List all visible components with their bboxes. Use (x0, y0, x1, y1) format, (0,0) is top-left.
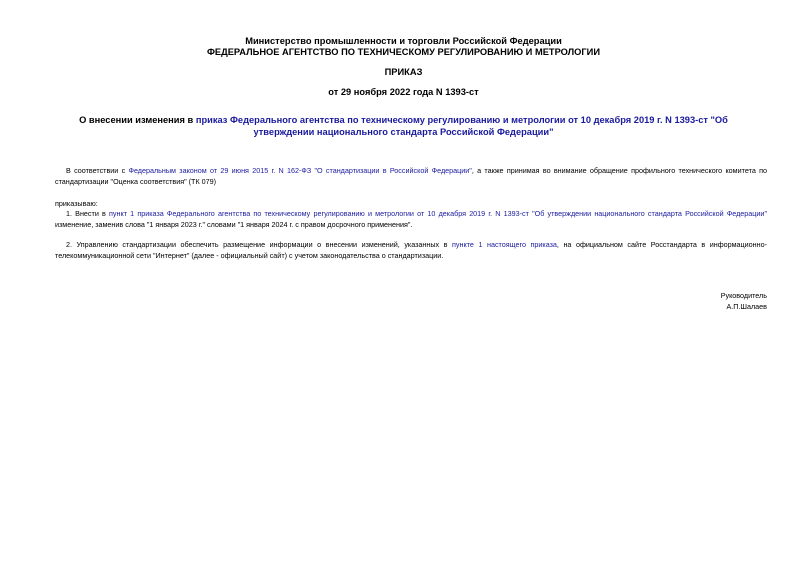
document-type: ПРИКАЗ (384, 67, 423, 77)
agency-name: ФЕДЕРАЛЬНОЕ АГЕНТСТВО ПО ТЕХНИЧЕСКОМУ РЕГУЛИРОВАНИЮ И МЕТРОЛОГИИ (206, 47, 601, 57)
item-2-prefix: 2. Управлению стандартизации обеспечить размещение информации о внесении изменений, указанных в (66, 240, 453, 249)
document-title (50, 115, 757, 138)
item-2-suffix: , на официальном сайте Росстандарта в информационно-телекоммуникационной сети "Интернет" (далее - официальный сайт) с учетом законодательства о стандартизации. (55, 240, 767, 260)
signature-position: Руководитель (720, 291, 767, 300)
preamble-paragraph (55, 165, 767, 187)
document-date: от 29 ноября 2022 года N 1393-ст (328, 87, 479, 97)
signature-name: А.П.Шалаев (726, 302, 767, 311)
item-1-paragraph (55, 208, 767, 230)
order-word: приказываю: (55, 199, 98, 208)
item-2-link[interactable]: пункте 1 настоящего приказа (452, 240, 557, 249)
title-prefix: О внесении изменения в (79, 115, 196, 125)
title-link[interactable]: приказ Федерального агентства по техническому регулированию и метрологии от 10 декабря 2019 г. N 1393-ст "Об утверждении национального стандарта Российской Федерации" (195, 115, 728, 137)
federal-law-link[interactable]: Федеральным законом от 29 июня 2015 г. N 162-ФЗ "О стандартизации в Российской Федерации" (128, 166, 472, 175)
preamble-prefix: В соответствии с (66, 166, 129, 175)
item-1-link[interactable]: пункт 1 приказа Федерального агентства по техническому регулированию и метрологии от 10 декабря 2019 г. N 1393-ст "Об утверждении национального стандарта Российской Федерации" (109, 209, 767, 218)
item-2-paragraph (55, 239, 767, 261)
item-1-suffix: изменение, заменив слова "1 января 2023 г." словами "1 января 2024 г. с правом досрочного применения". (55, 220, 413, 229)
preamble-suffix: , а также принимая во внимание обращение профильного технического комитета по стандартизации "Оценка соответствия" (ТК 079) (55, 166, 767, 186)
item-1-prefix: 1. Внести в (66, 209, 110, 218)
ministry-name: Министерство промышленности и торговли Российской Федерации (245, 36, 562, 46)
